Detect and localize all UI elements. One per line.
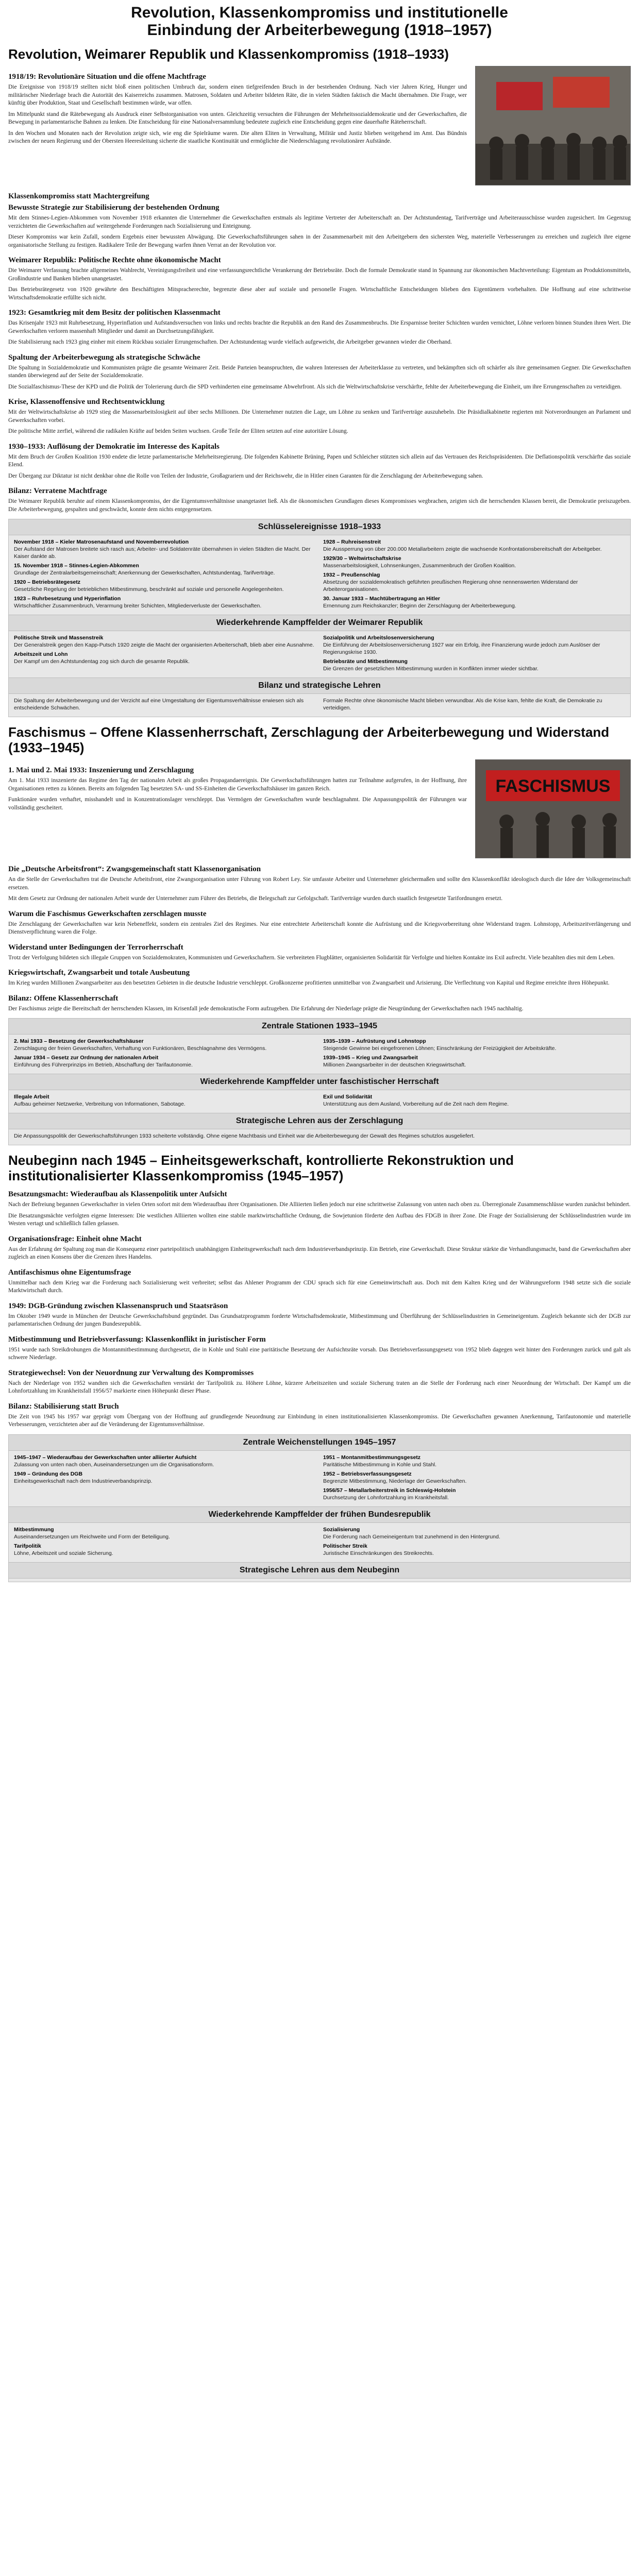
box1-band-item: Sozialpolitik und Arbeitslosenversicherung Die Einführung der Arbeitslosenversicherung 1927 war ein Erfolg, ihre Finanzierung wurde jedoch zum Auslöser der Regierungskrise 1930. [323, 635, 600, 655]
part2-heading: Faschismus – Offene Klassenherrschaft, Zerschlagung der Arbeiterbewegung und Widerstand (1933–1945) [8, 724, 610, 755]
part3-s5-p1: 1951 wurde nach Streikdrohungen die Montanmitbestimmung durchgesetzt, die in Kohle und Stahl eine paritätische Besetzung der Aufsichtsräte vorsah. Das Betriebsverfassungsgesetz von 1952 blieb dagegen weit hinter den Forderungen zurück und galt als schwere Niederlage. [8, 1346, 631, 1361]
box1-band-item: Betriebsräte und Mitbestimmung Die Grenzen der gesetzlichen Mitbestimmung wurden in Konflikten immer wieder sichtbar. [323, 658, 539, 672]
part3-s4-p1: Im Oktober 1949 wurde in München der Deutsche Gewerkschaftsbund gegründet. Das Grundsatzprogramm forderte Wirtschaftsdemokratie, Mitbestimmung und Überführung der Schlüsselindustrien in Gemeineigentum. Zugleich bekannte sich der DGB zur parlamentarischen Ordnung der jungen Bundesrepublik. [8, 1313, 631, 1327]
box3-band-title: Wiederkehrende Kampffelder der frühen Bundesrepublik [9, 1506, 630, 1523]
events-box-1933-1945 [8, 1018, 631, 1145]
part1-s6-p1: Mit der Weltwirtschaftskrise ab 1929 stieg die Massenarbeitslosigkeit auf über sechs Millionen. Die Unternehmer nutzten die Lage, um Löhne zu senken und Tarifverträge auszuhebeln. Die Präsidialkabinette regierten mit Notverordnungen an Parlament und Gewerkschaften vorbei. [8, 409, 631, 423]
part3-s1-p2: Die Besatzungsmächte verfolgten eigene Interessen: Die westlichen Alliierten wollten eine stabile marktwirtschaftliche Ordnung, die Sowjetunion förderte den Aufbau des FDGB in ihrer Zone. Die Frage der Sozialisierung der Schlüsselindustrien wurde im Westen vertagt und schließlich fallen gelassen. [8, 1212, 631, 1227]
box3-event: 1956/57 – Metallarbeiterstreik in Schleswig-Holstein Durchsetzung der Lohnfortzahlung im Krankheitsfall. [323, 1487, 456, 1501]
part2-s1-p1: Am 1. Mai 1933 inszenierte das Regime den Tag der nationalen Arbeit als großes Propagandaereignis. Die Gewerkschaftsführungen hatten zur Teilnahme aufgerufen, in der Hoffnung, ihre Organisationen retten zu können. Bereits am folgenden Tag besetzten SA- und SS-Einheiten die Gewerkschaftshäuser im ganzen Reich. [8, 777, 467, 792]
box1-band-item: Politische Streik und Massenstreik Der Generalstreik gegen den Kapp-Putsch 1920 zeigte die Macht der organisierten Arbeiterschaft, blieb aber eine Ausnahme. [14, 635, 314, 648]
part2-s2-p2: Mit dem Gesetz zur Ordnung der nationalen Arbeit wurde der Unternehmer zum Führer des Betriebs, die Belegschaft zur Gefolgschaft. Tarifverträge wurden durch staatlich festgesetzte Tarifordnungen ersetzt. [8, 895, 503, 902]
box2-event: 1939–1945 – Krieg und Zwangsarbeit Millionen Zwangsarbeiter in der deutschen Kriegswirtschaft. [323, 1055, 466, 1068]
part1-s7-p1: Mit dem Bruch der Großen Koalition 1930 endete die letzte parlamentarische Mehrheitsregierung. Die folgenden Kabinette Brüning, Papen und Schleicher stützten sich allein auf das Vertrauen des Reichspräsidenten. Die Deflationspolitik verschärfte das soziale Elend. [8, 453, 631, 468]
box1-left-column [14, 538, 316, 612]
main-title-line-2: Einbindung der Arbeiterbewegung (1918–1957) [147, 22, 492, 39]
part3-heading: Neubeginn nach 1945 – Einheitsgewerkschaft, kontrollierte Rekonstruktion und institutionalisierter Klassenkompromiss (1945–1957) [8, 1153, 514, 1183]
part1-s2-subtitle: Bewusste Strategie zur Stabilisierung der bestehenden Ordnung [8, 204, 220, 212]
part3-s7-title: Bilanz: Stabilisierung statt Bruch [8, 1402, 119, 1411]
part1-s5-p2: Die Sozialfaschismus-These der KPD und die Politik der Tolerierung durch die SPD verhinderten eine gemeinsame Abwehrfront. Als sich die Weltwirtschaftskrise verschärfte, fehlte der Arbeiterbewegung die Einheit, um ihre Errungenschaften zu verteidigen. [8, 383, 622, 390]
part1-s4-title: 1923: Gesamtkrieg mit dem Besitz der politischen Klassenmacht [8, 309, 221, 317]
box1-event: 1920 – Betriebsrätegesetz Gesetzliche Regelung der betrieblichen Mitbestimmung, beschränkt auf soziale und personelle Angelegenheiten. [14, 579, 284, 592]
box1-lesson-right: Formale Rechte ohne ökonomische Macht blieben verwundbar. Als die Krise kam, fehlte die Kraft, die Demokratie zu verteidigen. [323, 698, 602, 711]
part3-s1-title: Besatzungsmacht: Wiederaufbau als Klassenpolitik unter Aufsicht [8, 1190, 227, 1198]
part2-s5-title: Kriegswirtschaft, Zwangsarbeit und totale Ausbeutung [8, 969, 190, 977]
box3-band-item: Sozialisierung Die Forderung nach Gemeineigentum trat zunehmend in den Hintergrund. [323, 1526, 500, 1540]
box1-lesson-left: Die Spaltung der Arbeiterbewegung und der Verzicht auf eine Umgestaltung der Eigentumsverhältnisse erwiesen sich als entscheidende Schwächen. [14, 698, 304, 711]
part1-s7-p2: Der Übergang zur Diktatur ist nicht denkbar ohne die Rolle von Teilen der Industrie, Großagrariern und der Reichswehr, die in Hitler einen Garanten für die Zerschlagung der Arbeiterbewegung sahen. [8, 472, 483, 479]
part1-s8-p1: Die Weimarer Republik beruhte auf einem Klassenkompromiss, der die Eigentumsverhältnisse unangetastet ließ. Als die ökonomischen Grundlagen dieses Kompromisses wegbrachen, zeigten sich die herrschenden Klassen bereit, die Demokratie preiszugeben. Die Arbeiterbewegung, gespalten und geschwächt, konnte dem nichts entgegensetzen. [8, 498, 631, 513]
revolution-photo [475, 66, 631, 185]
box2-title: Zentrale Stationen 1933–1945 [9, 1019, 630, 1035]
part1-s8-title: Bilanz: Verratene Machtfrage [8, 487, 107, 495]
box3-band-item: Politischer Streik Juristische Einschränkungen des Streikrechts. [323, 1543, 434, 1556]
part3-s5-title: Mitbestimmung und Betriebsverfassung: Klassenkonflikt in juristischer Form [8, 1335, 266, 1344]
main-title [8, 4, 631, 39]
part3-s7-p1: Die Zeit von 1945 bis 1957 war geprägt vom Übergang von der Hoffnung auf grundlegende Neuordnung zur Einbindung in einen institutionalisierten Klassenkompromiss. Die Gewerkschaften gewannen Anerkennung, Tarifautonomie und materielle Verbesserungen, verzichteten aber auf die Veränderung der Eigentumsverhältnisse. [8, 1413, 631, 1428]
box3-band-item: Tarifpolitik Löhne, Arbeitszeit und soziale Sicherung. [14, 1543, 113, 1556]
box3-band-item: Mitbestimmung Auseinandersetzungen um Reichweite und Form der Beteiligung. [14, 1526, 170, 1540]
part1-s1-p1: Die Ereignisse von 1918/19 stellten nicht bloß einen politischen Umbruch dar, sondern einen tiefgreifenden Bruch in der bestehenden Ordnung. Nach vier Jahren Krieg, Hunger und militärischer Niederlage brach die Autorität des Kaiserreichs zusammen. Matrosen, Soldaten und Arbeiter bildeten Räte, die in vielen Städten faktisch die Macht übernahmen. Die Frage, wer künftig über Produktion, Staat und Gesellschaft bestimmen würde, war offen. [8, 84, 467, 106]
part2-s4-title: Widerstand unter Bedingungen der Terrorherrschaft [8, 943, 183, 952]
part3-s6-p1: Nach der Niederlage von 1952 wandten sich die Gewerkschaften verstärkt der Tarifpolitik zu. Höhere Löhne, kürzere Arbeitszeiten und soziale Sicherung traten an die Stelle der Forderung nach einer Neuordnung der Wirtschaft. Der Kampf um die Lohnfortzahlung im Krankheitsfall 1956/57 markierte einen Höhepunkt dieser Phase. [8, 1380, 631, 1394]
box2-event: 1935–1939 – Aufrüstung und Lohnstopp Steigende Gewinne bei eingefrorenen Löhnen; Einschränkung der Freizügigkeit der Arbeitskräfte. [323, 1038, 557, 1052]
part2-s5-p1: Im Krieg wurden Millionen Zwangsarbeiter aus den besetzten Gebieten in die deutsche Industrie verschleppt. Großkonzerne profitierten unmittelbar von Zwangsarbeit und Arisierung. Die Verflechtung von Kapital und Regime erreichte ihren Höhepunkt. [8, 980, 610, 986]
part1-s7-title: 1930–1933: Auflösung der Demokratie im Interesse des Kapitals [8, 442, 220, 451]
part1-s1-p3: In den Wochen und Monaten nach der Revolution zeigte sich, wie eng die Spielräume waren. Die alten Eliten in Verwaltung, Militär und Justiz blieben weitgehend im Amt. Das Bündnis zwischen der neuen Regierung und der Obersten Heeresleitung sicherte die staatliche Kontinuität und ermöglichte die Niederschlagung revolutionärer Aufstände. [8, 130, 467, 144]
box1-event: 1932 – Preußenschlag Absetzung der sozialdemokratisch geführten preußischen Regierung ohne nennenswerten Widerstand der Arbeiterorganisationen. [323, 572, 578, 592]
part1-s3-p1: Die Weimarer Verfassung brachte allgemeines Wahlrecht, Vereinigungsfreiheit und eine verfassungsrechtliche Verankerung der Betriebsräte. Doch die formale Demokratie stand in Spannung zur ökonomischen Machtverteilung: Eigentum an Produktionsmitteln, Großindustrie und Banken blieben unangetastet. [8, 267, 631, 282]
faschismus-poster [475, 759, 631, 858]
main-title-line-1: Revolution, Klassenkompromiss und institutionelle [131, 4, 508, 21]
box2-event: 2. Mai 1933 – Besetzung der Gewerkschaftshäuser Zerschlagung der freien Gewerkschaften, Verhaftung von Funktionären, Beschlagnahme des Vermögens. [14, 1038, 267, 1052]
box1-right-column [323, 538, 625, 612]
part1-heading: Revolution, Weimarer Republik und Klassenkompromiss (1918–1933) [8, 46, 449, 62]
part3-s1-p1: Nach der Befreiung begannen Gewerkschafter in vielen Orten sofort mit dem Wiederaufbau ihrer Organisationen. Die Alliierten ließen jedoch nur eine schrittweise Zulassung von unten nach oben zu. Überregionale Zusammenschlüsse wurden zunächst behindert. [8, 1201, 631, 1208]
events-box-1945-1957 [8, 1434, 631, 1582]
box1-event: 15. November 1918 – Stinnes-Legien-Abkommen Grundlage der Zentralarbeitsgemeinschaft; Anerkennung der Gewerkschaften, Achtstundentag, Tarifverträge. [14, 563, 275, 576]
box1-band-item: Arbeitszeit und Lohn Der Kampf um den Achtstundentag zog sich durch die gesamte Republik. [14, 651, 190, 665]
part1-s1-title: 1918/19: Revolutionäre Situation und die offene Machtfrage [8, 73, 206, 81]
poster-text: FASCHISMUS [495, 776, 611, 796]
box2-band-item: Illegale Arbeit Aufbau geheimer Netzwerke, Verbreitung von Informationen, Sabotage. [14, 1094, 186, 1107]
box3-lessons-title: Strategische Lehren aus dem Neubeginn [9, 1562, 630, 1579]
box1-title: Schlüsselereignisse 1918–1933 [9, 519, 630, 535]
box3-event: 1945–1947 – Wiederaufbau der Gewerkschaften unter alliierter Aufsicht Zulassung von unten nach oben, Auseinandersetzungen um die Organisationsform. [14, 1454, 214, 1468]
part3-s3-title: Antifaschismus ohne Eigentumsfrage [8, 1268, 131, 1277]
part1-s2-p1: Mit dem Stinnes-Legien-Abkommen vom November 1918 erkannten die Unternehmer die Gewerkschaften erstmals als legitime Vertreter der Arbeiterschaft an. Der Achtstundentag, Tarifverträge und Arbeiterausschüsse wurden zugesichert. Im Gegenzug verzichteten die Gewerkschaften auf weitergehende Forderungen nach Sozialisierung und Enteignung. [8, 215, 631, 229]
box2-band-title: Wiederkehrende Kampffelder unter faschistischer Herrschaft [9, 1074, 630, 1090]
part1-s2-title: Klassenkompromiss statt Machtergreifung [8, 192, 149, 200]
part1-s6-title: Krise, Klassenoffensive und Rechtsentwicklung [8, 398, 165, 406]
box1-event: 1928 – Ruhreisenstreit Die Aussperrung von über 200.000 Metallarbeitern zeigte die wachsende Konfrontationsbereitschaft der Arbeitgeber. [323, 539, 602, 552]
part2-s2-title: Die „Deutsche Arbeitsfront“: Zwangsgemeinschaft statt Klassenorganisation [8, 865, 261, 873]
box3-title: Zentrale Weichenstellungen 1945–1957 [9, 1435, 630, 1451]
box3-event: 1951 – Montanmitbestimmungsgesetz Paritätische Mitbestimmung in Kohle und Stahl. [323, 1454, 437, 1468]
box1-band-title: Wiederkehrende Kampffelder der Weimarer Republik [9, 615, 630, 631]
part1-s2-p2: Dieser Kompromiss war kein Zufall, sondern Ergebnis einer bewussten Abwägung. Die Gewerkschaftsführungen sahen in der Zusammenarbeit mit den Arbeitgebern den sichersten Weg, materielle Verbesserungen zu erreichen und zugleich ihre eigene organisatorische Stellung zu festigen. Radikalere Teile der Bewegung warfen ihnen Verrat an der Revolution vor. [8, 234, 631, 248]
part2-s2-p1: An die Stelle der Gewerkschaften trat die Deutsche Arbeitsfront, eine Zwangsorganisation unter Führung von Robert Ley. Sie umfasste Arbeiter und Unternehmer gleichermaßen und sollte den Klassenkonflikt ideologisch durch die Idee der Volksgemeinschaft ersetzen. [8, 876, 631, 891]
box2-event: Januar 1934 – Gesetz zur Ordnung der nationalen Arbeit Einführung des Führerprinzips im Betrieb, Abschaffung der Tarifautonomie. [14, 1055, 193, 1068]
box3-event: 1952 – Betriebsverfassungsgesetz Begrenzte Mitbestimmung, Niederlage der Gewerkschaften. [323, 1470, 467, 1484]
part1-s3-title: Weimarer Republik: Politische Rechte ohne ökonomische Macht [8, 256, 221, 264]
part3-s6-title: Strategiewechsel: Von der Neuordnung zur Verwaltung des Kompromisses [8, 1368, 254, 1377]
part1-s5-title: Spaltung der Arbeiterbewegung als strategische Schwäche [8, 353, 200, 362]
part1-s3-p2: Das Betriebsrätegesetz von 1920 gewährte den Beschäftigten Mitspracherechte, begrenzte diese aber auf soziale und personelle Fragen. Wirtschaftliche Entscheidungen blieben den Eigentümern vorbehalten. Die Hoffnung auf eine schrittweise Wirtschaftsdemokratie erfüllte sich nicht. [8, 286, 631, 301]
events-box-1918-1933 [8, 519, 631, 717]
part1-s5-p1: Die Spaltung in Sozialdemokratie und Kommunisten prägte die gesamte Weimarer Zeit. Beide Parteien beanspruchten, die wahren Interessen der Arbeiterklasse zu vertreten, und bekämpften sich oft schärfer als ihre gemeinsamen Gegner. Die Gewerkschaften standen überwiegend auf der Seite der Sozialdemokratie. [8, 364, 631, 379]
box2-lessons-title: Strategische Lehren aus der Zerschlagung [9, 1113, 630, 1129]
box1-event: 30. Januar 1933 – Machtübertragung an Hitler Ernennung zum Reichskanzler; Beginn der Zerschlagung der Arbeiterbewegung. [323, 596, 516, 609]
part2-s4-p1: Trotz der Verfolgung bildeten sich illegale Gruppen von Sozialdemokraten, Kommunisten und Gewerkschaftern. Sie verbreiteten Flugblätter, organisierten Solidarität für Verfolgte und hielten Kontakte ins Exil aufrecht. Viele bezahlten dies mit dem Leben. [8, 954, 615, 961]
part3-s2-title: Organisationsfrage: Einheit ohne Macht [8, 1234, 142, 1243]
part3-s3-p1: Unmittelbar nach dem Krieg war die Forderung nach Sozialisierung weit verbreitet; selbst das Ahlener Programm der CDU sprach sich für eine Gemeinwirtschaft aus. Doch mit dem Kalten Krieg und der Währungsreform 1948 setzte sich die soziale Marktwirtschaft durch. [8, 1279, 631, 1294]
part2-s6-title: Bilanz: Offene Klassenherrschaft [8, 994, 119, 1003]
part1-s4-p2: Die Stabilisierung nach 1923 ging einher mit einem Rückbau sozialer Errungenschaften. Der Achtstundentag wurde vielfach aufgeweicht, die Arbeitgeber gewannen wieder die Oberhand. [8, 339, 452, 345]
part1-s6-p2: Die politische Mitte zerfiel, während die radikalen Kräfte auf beiden Seiten wuchsen. Große Teile der Eliten setzten auf eine autoritäre Lösung. [8, 428, 348, 434]
part3-s4-title: 1949: DGB-Gründung zwischen Klassenanspruch und Staatsräson [8, 1301, 228, 1310]
part2-s3-p1: Die Zerschlagung der Gewerkschaften war kein Nebeneffekt, sondern ein zentrales Ziel des Regimes. Nur eine entrechtete Arbeiterschaft konnte die Aufrüstung und die Kriegsvorbereitung ohne Widerstand tragen. Lohnstopp, Arbeitszeitverlängerung und Dienstverpflichtung waren die Folge. [8, 921, 631, 935]
part3-s2-p1: Aus der Erfahrung der Spaltung zog man die Konsequenz einer parteipolitisch unabhängigen Einheitsgewerkschaft nach dem Industrieverbandsprinzip. Ein Betrieb, eine Gewerkschaft. Diese Struktur stärkte die Verhandlungsmacht, band die Gewerkschaften aber zugleich an einen Konsens über die Grenzen ihres Handelns. [8, 1246, 631, 1260]
part2-s1-title: 1. Mai und 2. Mai 1933: Inszenierung und Zerschlagung [8, 766, 194, 774]
part1-s1-p2: Im Mittelpunkt stand die Rätebewegung als Ausdruck einer Selbstorganisation von unten. Gleichzeitig versuchten die Führungen der Mehrheitssozialdemokratie und der Gewerkschaften, die Bewegung in parlamentarische Bahnen zu lenken. Die Entscheidung für eine Nationalversammlung bedeutete zugleich eine Entscheidung gegen eine dauerhafte Räteherrschaft. [8, 111, 467, 125]
box1-event: 1923 – Ruhrbesetzung und Hyperinflation Wirtschaftlicher Zusammenbruch, Verarmung breiter Schichten, Mitgliederverluste der Gewerkschaften. [14, 596, 262, 609]
part2-s6-p1: Der Faschismus zeigte die Bereitschaft der herrschenden Klassen, im Krisenfall jede demokratische Form aufzugeben. Die Erfahrung der Niederlage prägte die Neugründung der Gewerkschaften nach 1945 nachhaltig. [8, 1005, 524, 1012]
part1-s4-p1: Das Krisenjahr 1923 mit Ruhrbesetzung, Hyperinflation und Aufstandsversuchen von links und rechts brachte die Republik an den Rand des Zusammenbruchs. Die Ersparnisse breiter Schichten wurden vernichtet, Löhne verloren binnen Stunden ihren Wert. Die Gewerkschaften verloren massenhaft Mitglieder und damit an Durchsetzungsfähigkeit. [8, 320, 631, 334]
box1-event: 1929/30 – Weltwirtschaftskrise Massenarbeitslosigkeit, Lohnsenkungen, Zusammenbruch der Großen Koalition. [323, 555, 516, 569]
part2-s3-title: Warum die Faschismus Gewerkschaften zerschlagen musste [8, 909, 207, 918]
box1-event: November 1918 – Kieler Matrosenaufstand und Novemberrevolution Der Aufstand der Matrosen breitete sich rasch aus; Arbeiter- und Soldatenräte übernahmen in vielen Städten die Macht. Der Kaiser dankte ab. [14, 539, 311, 560]
box2-band-item: Exil und Solidarität Unterstützung aus dem Ausland, Vorbereitung auf die Zeit nach dem Regime. [323, 1094, 509, 1107]
part2-s1-p2: Funktionäre wurden verhaftet, misshandelt und in Konzentrationslager verschleppt. Das Vermögen der Gewerkschaften wurde beschlagnahmt. Die Anpassungspolitik der Führungen war vollständig gescheitert. [8, 796, 467, 811]
box1-lessons-title: Bilanz und strategische Lehren [9, 677, 630, 694]
box2-lesson: Die Anpassungspolitik der Gewerkschaftsführungen 1933 scheiterte vollständig. Ohne eigene Machtbasis und Einheit war die Arbeiterbewegung der Gewalt des Regimes schutzlos ausgeliefert. [14, 1133, 475, 1139]
box3-event: 1949 – Gründung des DGB Einheitsgewerkschaft nach dem Industrieverbandsprinzip. [14, 1470, 153, 1484]
